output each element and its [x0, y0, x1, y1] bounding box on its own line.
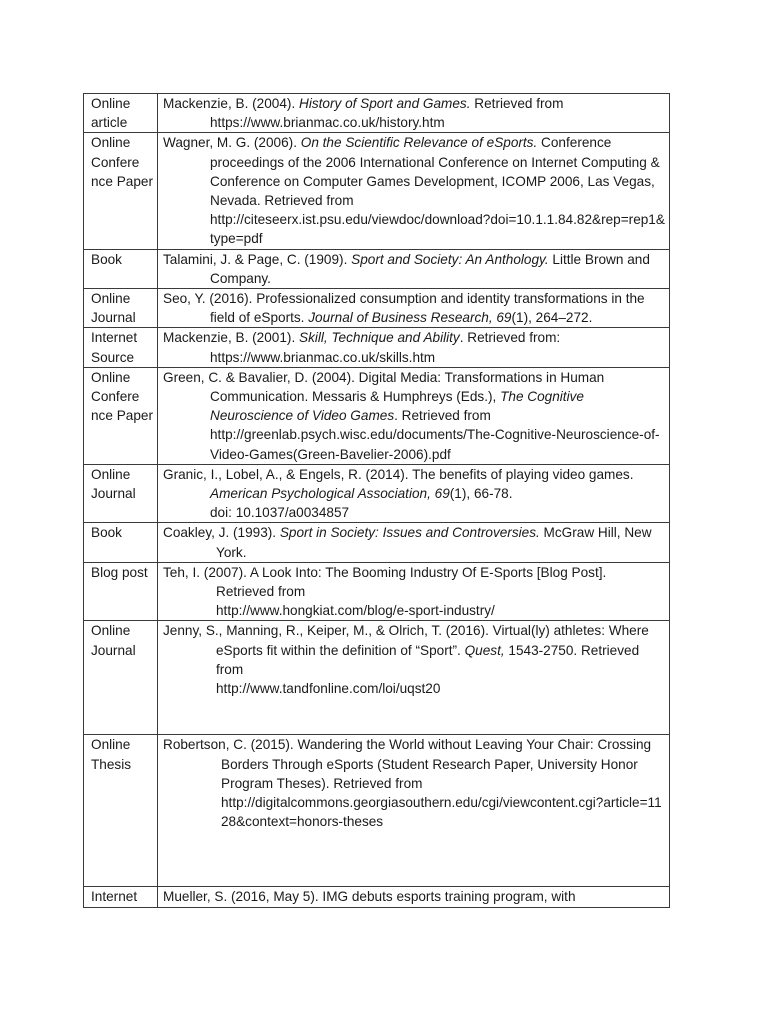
reference-entry — [158, 249, 670, 288]
source-type: Online Journal — [84, 621, 158, 735]
source-type: Online Thesis — [84, 735, 158, 887]
reference-url: http://www.hongkiat.com/blog/e-sport-industry/ — [216, 603, 495, 619]
reference-row — [84, 133, 670, 249]
reference-row — [84, 523, 670, 562]
source-type: Online Confere nce Paper — [84, 133, 158, 249]
reference-entry — [158, 735, 670, 887]
reference-row — [84, 367, 670, 464]
reference-entry — [158, 887, 670, 907]
reference-url: https://www.brianmac.co.uk/history.htm — [210, 115, 445, 131]
reference-entry — [158, 328, 670, 367]
reference-entry — [158, 367, 670, 464]
reference-row — [84, 621, 670, 735]
citation: Seo, Y. (2016). Professionalized consumption and identity transformations in the field of eSports. Journal of Business Research, 69(1), 264–272. — [163, 291, 645, 326]
reference-url: http://digitalcommons.georgiasouthern.edu/cgi/viewcontent.cgi?article=1128&context=honors-theses — [221, 795, 662, 830]
reference-row — [84, 94, 670, 133]
reference-entry — [158, 133, 670, 249]
reference-url: http://citeseerx.ist.psu.edu/viewdoc/download?doi=10.1.1.84.82&rep=rep1&type=pdf — [210, 212, 665, 247]
reference-row — [84, 289, 670, 328]
reference-entry — [158, 523, 670, 562]
reference-entry — [158, 562, 670, 621]
citation: Wagner, M. G. (2006). On the Scientific Relevance of eSports. Conference proceedings of the 2006 International Conference on Internet Computing & Conference on Computer Games Development, ICOMP 2006, Las Vegas, Nevada. Retrieved from http://citeseerx.ist.psu.edu/viewdoc/download?doi=10.1.1.84.82&rep=rep1&type=pdf — [163, 133, 665, 248]
citation: Green, C. & Bavalier, D. (2004). Digital Media: Transformations in Human Communication. Messaris & Humphreys (Eds.), The Cognitive Neuroscience of Video Games. Retrieved from http://greenlab.psych.wisc.edu/documents/The-Cognitive-Neuroscience-of-Video-Games(Green-Bavelier-2006).pdf — [163, 368, 665, 464]
citation: Teh, I. (2007). A Look Into: The Booming Industry Of E-Sports [Blog Post]. Retrieved from http://www.hongkiat.com/blog/e-sport-industry/ — [163, 563, 665, 621]
reference-row — [84, 249, 670, 288]
citation: Robertson, C. (2015). Wandering the World without Leaving Your Chair: Crossing Borders Through eSports (Student Research Paper, University Honor Program Theses). Retrieved from http://digitalcommons.georgiasouthern.edu/cgi/viewcontent.cgi?article=1128&context=honors-theses — [163, 735, 665, 831]
reference-entry — [158, 464, 670, 523]
source-type: Internet — [84, 887, 158, 907]
citation: Coakley, J. (1993). Sport in Society: Issues and Controversies. McGraw Hill, New York. — [163, 525, 652, 560]
reference-row — [84, 328, 670, 367]
reference-row — [84, 562, 670, 621]
source-type: Book — [84, 249, 158, 288]
reference-url: http://greenlab.psych.wisc.edu/documents/The-Cognitive-Neuroscience-of-Video-Games(Green-Bavelier-2006).pdf — [210, 427, 660, 462]
reference-row — [84, 887, 670, 907]
citation: Mackenzie, B. (2004). History of Sport and Games. Retrieved from https://www.brianmac.co.uk/history.htm — [163, 94, 665, 132]
citation: Mueller, S. (2016, May 5). IMG debuts esports training program, with — [163, 889, 576, 905]
reference-url: https://www.brianmac.co.uk/skills.htm — [210, 349, 436, 365]
source-type: Online Journal — [84, 464, 158, 523]
reference-doi: doi: 10.1037/a0034857 — [210, 505, 350, 521]
source-type: Internet Source — [84, 328, 158, 367]
reference-url: http://www.tandfonline.com/loi/uqst20 — [216, 681, 441, 697]
citation: Jenny, S., Manning, R., Keiper, M., & Olrich, T. (2016). Virtual(ly) athletes: Where eSports fit within the definition of “Sport”. Quest, 1543-2750. Retrieved from http://www.tandfonline.com/loi/uqst20 — [163, 621, 665, 698]
source-type: Book — [84, 523, 158, 562]
source-type: Online Confere nce Paper — [84, 367, 158, 464]
source-type: Online Journal — [84, 289, 158, 328]
citation: Talamini, J. & Page, C. (1909). Sport and Society: An Anthology. Little Brown and Company. — [163, 251, 650, 286]
source-type: Blog post — [84, 562, 158, 621]
reference-entry — [158, 94, 670, 133]
reference-row — [84, 464, 670, 523]
citation: Granic, I., Lobel, A., & Engels, R. (2014). The benefits of playing video games. American Psychological Association, 69(1), 66-78. doi: 10.1037/a0034857 — [163, 465, 665, 523]
reference-table — [83, 93, 670, 908]
citation: Mackenzie, B. (2001). Skill, Technique and Ability. Retrieved from: https://www.brianmac.co.uk/skills.htm — [163, 328, 665, 366]
source-type: Online article — [84, 94, 158, 133]
reference-row — [84, 735, 670, 887]
reference-entry — [158, 289, 670, 328]
reference-entry — [158, 621, 670, 735]
